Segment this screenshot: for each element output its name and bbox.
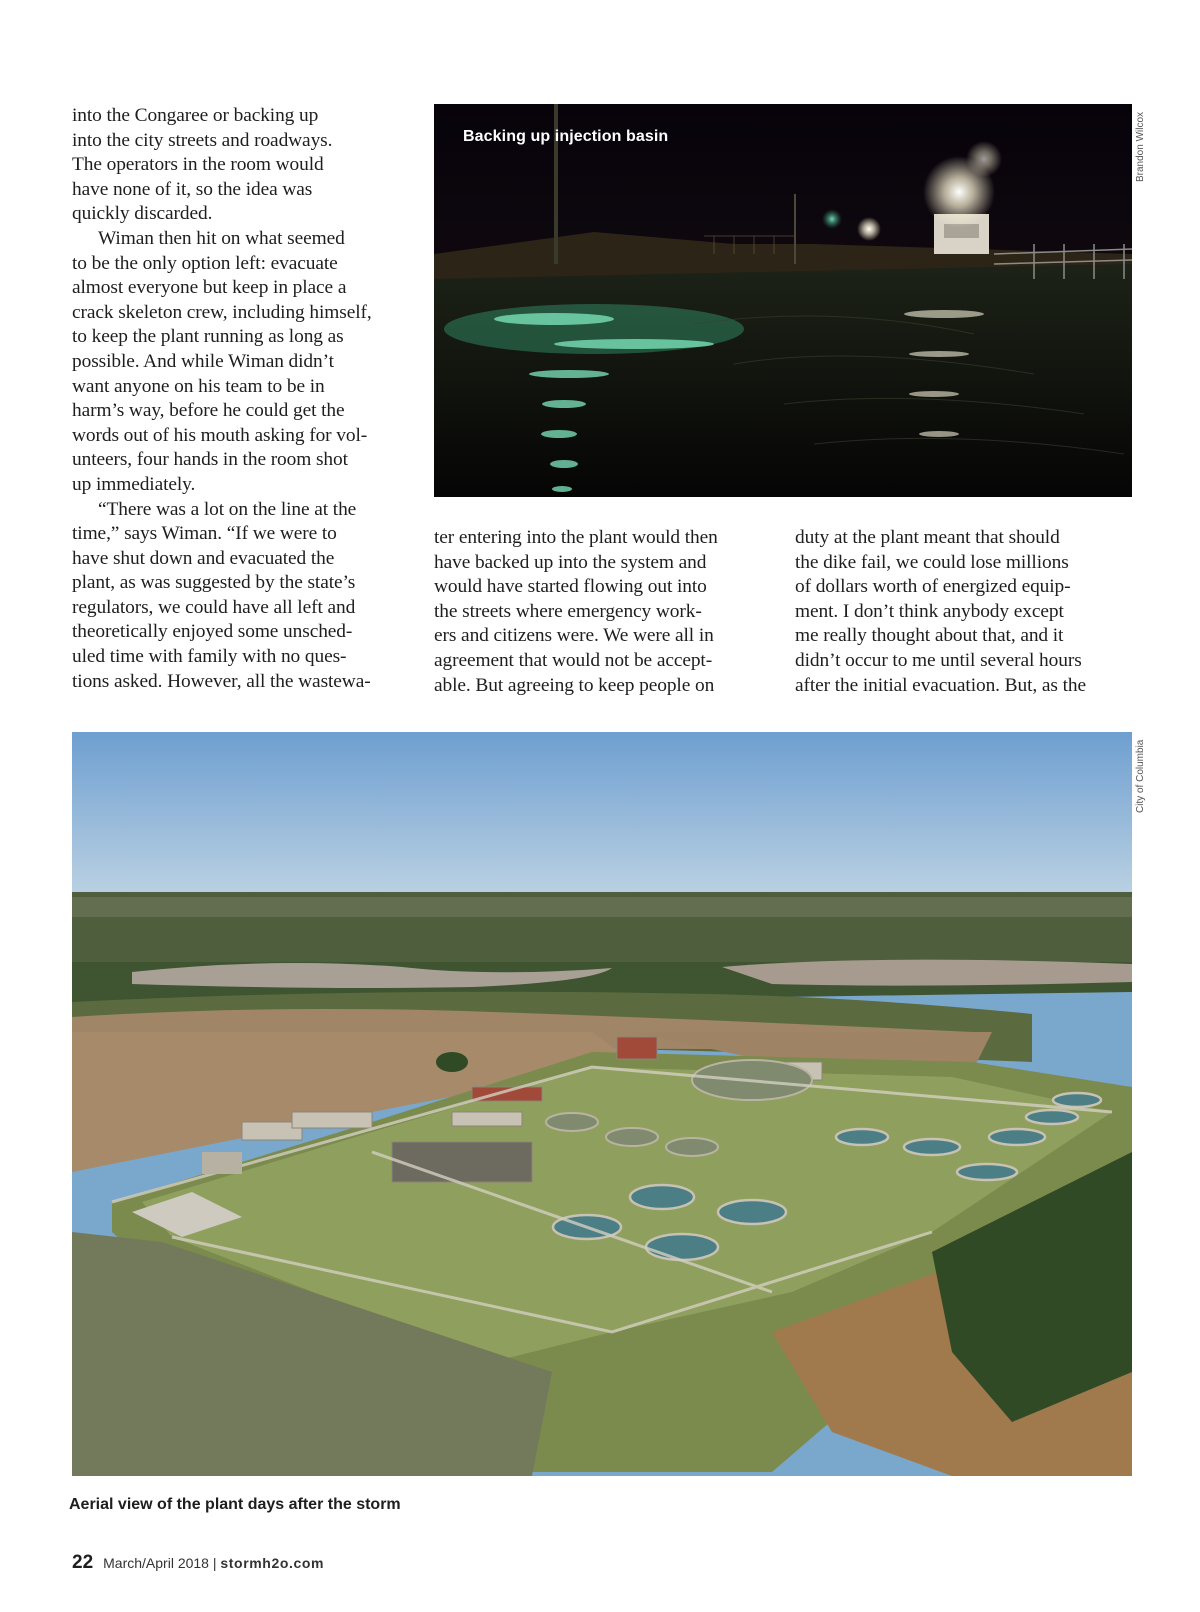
text-line: duty at the plant meant that should — [795, 527, 1060, 548]
text-line: “There was a lot on the line at the — [98, 498, 357, 520]
night-flood-illustration — [434, 104, 1132, 497]
text-line: have backed up into the system and — [434, 551, 707, 573]
article-column-left — [72, 104, 408, 694]
paragraph — [434, 526, 774, 698]
text-line: the streets where emergency work- — [434, 600, 702, 622]
text-line: after the initial evacuation. But, as the — [795, 674, 1086, 696]
text-line: time,” says Wiman. “If we were to — [72, 523, 337, 545]
text-line: of dollars worth of energized equip- — [795, 576, 1071, 598]
text-line: me really thought about that, and it — [795, 625, 1064, 647]
text-line: plant, as was suggested by the state’s — [72, 572, 356, 594]
text-line: ers and citizens were. We were all in — [434, 625, 714, 647]
photo-credit: Brandon Wilcox — [1135, 111, 1146, 182]
paragraph — [72, 104, 408, 227]
photo-credit: City of Columbia — [1135, 739, 1146, 813]
article-column-middle — [434, 526, 774, 698]
text-line: possible. And while Wiman didn’t — [72, 350, 334, 372]
text-line: have none of it, so the idea was — [72, 178, 313, 200]
text-line: unteers, four hands in the room shot — [72, 449, 348, 471]
text-line: Wiman then hit on what seemed — [98, 227, 345, 249]
text-line: the dike fail, we could lose millions — [795, 551, 1069, 573]
photo-caption: Aerial view of the plant days after the storm — [69, 1496, 401, 1513]
text-line: have shut down and evacuated the — [72, 547, 335, 569]
text-line: want anyone on his team to be in — [72, 375, 325, 397]
text-line: didn’t occur to me until several hours — [795, 649, 1082, 671]
text-line: words out of his mouth asking for vol- — [72, 424, 368, 446]
text-line: would have started flowing out into — [434, 576, 707, 598]
page-footer — [72, 1552, 324, 1574]
text-line: agreement that would not be accept- — [434, 649, 713, 671]
issue-label: March/April 2018 — [103, 1555, 209, 1571]
paragraph — [72, 227, 408, 498]
text-line: almost everyone but keep in place a — [72, 277, 347, 299]
text-line: crack skeleton crew, including himself, — [72, 301, 372, 323]
aerial-plant-illustration — [72, 732, 1132, 1476]
text-line: tions asked. However, all the wastewa- — [72, 670, 371, 692]
paragraph — [72, 498, 408, 695]
text-line: uled time with family with no ques- — [72, 646, 347, 668]
text-line: regulators, we could have all left and — [72, 596, 356, 618]
page-number: 22 — [72, 1552, 94, 1573]
text-line: harm’s way, before he could get the — [72, 400, 345, 422]
text-line: able. But agreeing to keep people on — [434, 674, 715, 696]
separator: | — [212, 1555, 217, 1571]
text-line: ment. I don’t think anybody except — [795, 600, 1064, 622]
text-line: theoretically enjoyed some unsched- — [72, 621, 353, 643]
text-line: quickly discarded. — [72, 203, 213, 225]
paragraph — [795, 526, 1135, 698]
article-column-right — [795, 526, 1135, 698]
text-line: into the city streets and roadways. — [72, 129, 333, 151]
photo-caption: Backing up injection basin — [463, 128, 669, 145]
text-line: up immediately. — [72, 473, 196, 495]
aerial-plant-photo — [72, 732, 1132, 1476]
text-line: to keep the plant running as long as — [72, 326, 344, 348]
text-line: to be the only option left: evacuate — [72, 252, 338, 274]
text-line: The operators in the room would — [72, 154, 324, 176]
text-line: ter entering into the plant would then — [434, 527, 718, 548]
site-name[interactable]: stormh2o.com — [220, 1555, 325, 1571]
issue-date — [103, 1555, 324, 1571]
text-line: into the Congaree or backing up — [72, 105, 319, 126]
night-flood-photo — [434, 104, 1132, 497]
